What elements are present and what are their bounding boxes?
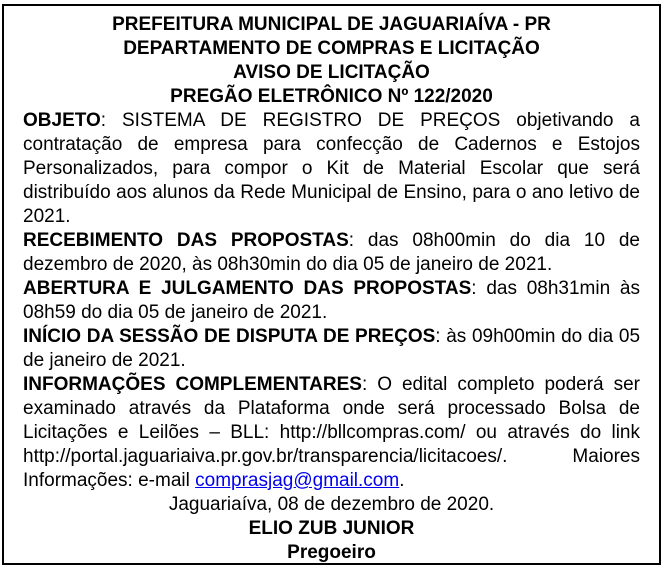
header-line-departamento: DEPARTAMENTO DE COMPRAS E LICITAÇÃO [123,38,540,59]
inicio-sessao-text: : às 09h00min do dia 05 de janeiro de 2021. [23,326,641,371]
recebimento-label: RECEBIMENTO DAS PROPOSTAS [23,230,349,251]
objeto-label: OBJETO [23,110,101,131]
abertura-label: ABERTURA E JULGAMENTO DAS PROPOSTAS [23,278,472,299]
paragraph-inicio-sessao [23,325,640,373]
signer-role: Pregoeiro [287,542,376,563]
header-line-prefeitura: PREFEITURA MUNICIPAL DE JAGUARIAÍVA - PR [112,14,551,35]
header-line-pregao: PREGÃO ELETRÔNICO Nº 122/2020 [170,86,493,107]
abertura-text: : das 08h31min às 08h59 do dia 05 de janeiro de 2021. [23,278,640,323]
paragraph-abertura [23,277,640,325]
informacoes-text-end: . [399,470,405,491]
informacoes-text: : O edital completo poderá ser examinado através da Plataforma onde será processado Bolsa de Licitações e Leilões – BLL: http://bllcompras.com/ ou através do link http://portal.jaguariaiva.pr.gov.br/transparencia/licitacoes/. Maiores Informações: e-mail [23,374,640,491]
informacoes-label: INFORMAÇÕES COMPLEMENTARES [23,374,362,395]
recebimento-text: : das 08h00min do dia 10 de dezembro de 2020, às 08h30min do dia 05 de janeiro de 2021. [23,230,640,275]
paragraph-recebimento [23,229,640,277]
objeto-text: : SISTEMA DE REGISTRO DE PREÇOS objetivando a contratação de empresa para confecção de Cadernos e Estojos Personalizados, para compor o Kit de Material Escolar que será distribuído aos alunos da Rede Municipal de Ensino, para o ano letivo de 2021. [23,110,640,227]
paragraph-informacoes-complementares [23,373,640,493]
footer-date-line: Jaguariaíva, 08 de dezembro de 2020. [168,494,495,515]
signer-name: ELIO ZUB JUNIOR [248,518,415,539]
paragraph-objeto [23,109,640,229]
notice-document [2,4,661,565]
email-link[interactable]: comprasjag@gmail.com [195,470,400,491]
inicio-sessao-label: INÍCIO DA SESSÃO DE DISPUTA DE PREÇOS [23,326,436,347]
header-line-aviso: AVISO DE LICITAÇÃO [233,62,430,83]
